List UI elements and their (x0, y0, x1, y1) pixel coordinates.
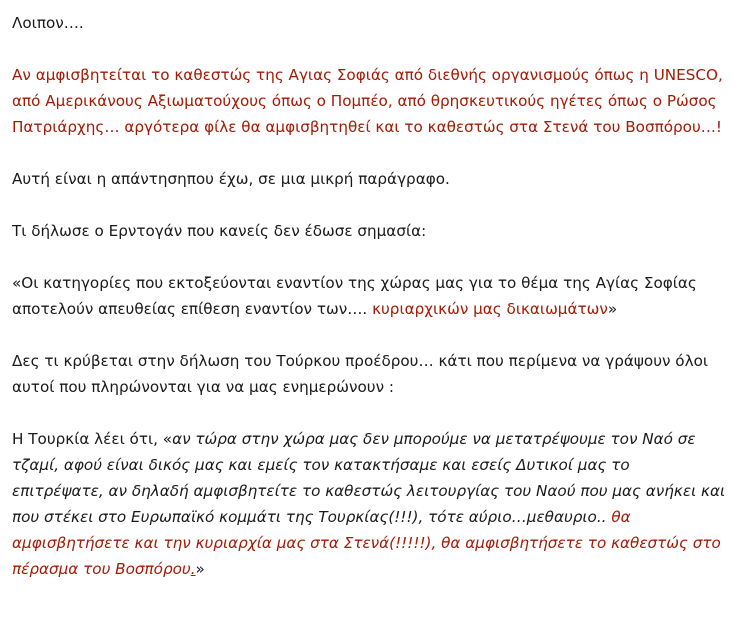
quote-close: » (607, 300, 618, 318)
paragraph-erdogan-statement-intro: Τι δήλωσε ο Ερντογάν που κανείς δεν έδωσε σημασία: (12, 222, 427, 240)
paragraph-hagia-sophia-status: Αν αμφισβητείται το καθεστώς της Αγιας Σοφιάς από διεθνής οργανισμούς όπως η UNESCO, από Αμερικάνους Αξιωματούχους όπως ο Πομπέο, από θρησκευτικούς ηγέτες όπως ο Ρώσος Πατριάρχης… αργότερα φίλε θα αμφισβητηθεί και το καθεστώς στα Στενά του Βοσπόρου…! (12, 66, 723, 136)
quote-highlight: κυριαρχικών μας δικαιωμάτων (372, 300, 608, 318)
paragraph-answer: Αυτή είναι η απάντησηπου έχω, σε μια μικρή παράγραφο. (12, 170, 450, 188)
paragraph-erdogan-quote (12, 270, 726, 322)
turkey-says-highlight: θα αμφισβητήσετε και την κυριαρχία μας στα Στενά(!!!!!), θα αμφισβητήσετε το καθεστώς στο πέρασμα του Βοσπόρου (12, 508, 721, 578)
turkey-says-italic: αν τώρα στην χώρα μας δεν μπορούμε να μετατρέψουμε τον Ναό σε τζαμί, αφού είναι δικός μας και εμείς τον κατακτήσαμε και εσείς Δυτικοί μας το επιτρέψατε, αν δηλαδή αμφισβητείτε το καθεστώς λειτουργίας του Ναού που μας ανήκει και που στέκει στο Ευρωπαϊκό κομμάτι της Τουρκίας(!!!), τότε αύριο…μεθαυριο.. (12, 430, 726, 526)
turkey-says-lead: Η Τουρκία λέει ότι, « (12, 430, 173, 448)
paragraph-hidden-meaning: Δες τι κρύβεται στην δήλωση του Τούρκου προέδρου… κάτι που περίμενα να γράψουν όλοι αυτοί που πληρώνονται για να μας ενημερώνουν : (12, 352, 709, 396)
quote-text: «Οι κατηγορίες που εκτοξεύονται εναντίον της χώρας μας για το θέμα της Αγίας Σοφίας αποτελούν απευθείας επίθεση εναντίον των…. (12, 274, 697, 318)
turkey-says-period-link[interactable]: . (190, 560, 196, 578)
paragraph-turkey-says (12, 426, 726, 582)
turkey-says-close: » (195, 560, 205, 578)
paragraph-intro: Λοιπον…. (12, 14, 84, 32)
